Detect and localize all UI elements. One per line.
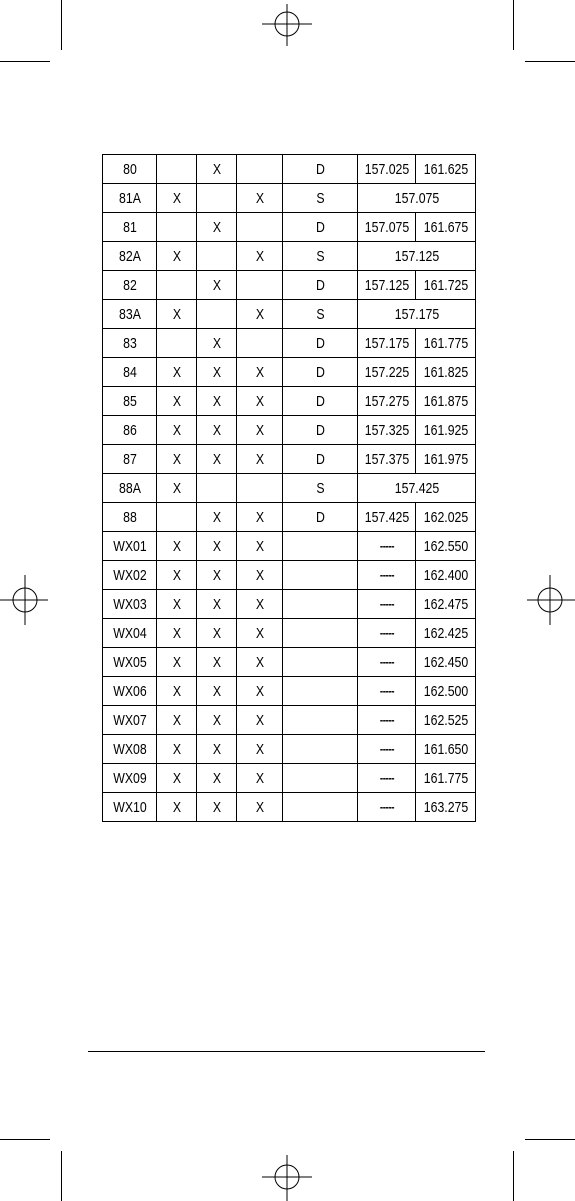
registration-mark-bottom [262,1151,312,1201]
cell-column-4: X [241,358,279,387]
cell-channel: WX09 [107,764,151,793]
cell-mode [289,706,351,735]
table-row [103,416,476,445]
cell-mode [289,648,351,677]
cell-column-3: X [200,735,233,764]
cell-mode: S [289,474,351,503]
cell-channel: 81 [107,213,151,242]
cell-column-3 [200,184,233,213]
crop-mark-bottom-right-vertical [513,1151,514,1201]
cell-frequency-2: 162.475 [421,590,470,619]
cell-column-2: X [160,764,193,793]
cell-channel: WX01 [107,532,151,561]
cell-column-3: X [200,793,233,822]
cell-mode: D [289,387,351,416]
table-row [103,213,476,242]
table-row [103,619,476,648]
cell-channel: WX08 [107,735,151,764]
cell-column-4 [241,271,279,300]
cell-column-3: X [200,445,233,474]
cell-frequency-2: 161.925 [421,416,470,445]
cell-channel: WX07 [107,706,151,735]
cell-frequency-1: 157.125 [368,242,465,271]
cell-frequency-2: 162.450 [421,648,470,677]
cell-frequency-1: 157.425 [363,503,411,532]
table-row [103,155,476,184]
cell-column-4: X [241,561,279,590]
table-row [103,735,476,764]
cell-frequency-2: 161.675 [421,213,470,242]
cell-mode: S [289,300,351,329]
table-row [103,648,476,677]
cell-mode: D [289,271,351,300]
table-row [103,387,476,416]
cell-channel: 81A [107,184,151,213]
cell-mode: D [289,445,351,474]
cell-column-4: X [241,706,279,735]
table-row [103,677,476,706]
cell-column-4: X [241,648,279,677]
cell-column-2: X [160,474,193,503]
cell-channel: 87 [107,445,151,474]
cell-frequency-1: 157.025 [363,155,411,184]
cell-column-4: X [241,619,279,648]
cell-column-4: X [241,532,279,561]
cell-column-2 [160,503,193,532]
cell-column-4: X [241,445,279,474]
cell-column-3: X [200,764,233,793]
crop-mark-top-right-vertical [513,0,514,50]
cell-channel: 80 [107,155,151,184]
table-row [103,532,476,561]
table-row [103,706,476,735]
cell-channel: 82A [107,242,151,271]
cell-column-4: X [241,503,279,532]
cell-column-3: X [200,358,233,387]
cell-column-3 [200,300,233,329]
cell-column-2: X [160,242,193,271]
cell-frequency-1: 157.075 [368,184,465,213]
cell-mode [289,764,351,793]
table-row [103,445,476,474]
cell-mode: D [289,358,351,387]
cell-column-4: X [241,387,279,416]
cell-column-2: X [160,619,193,648]
cell-frequency-2: 161.775 [421,764,470,793]
cell-column-2: X [160,735,193,764]
cell-frequency-1: 157.075 [363,213,411,242]
table-row [103,358,476,387]
cell-mode [289,590,351,619]
cell-column-2: X [160,706,193,735]
cell-channel: WX02 [107,561,151,590]
table-row [103,184,476,213]
channel-table [102,154,476,822]
cell-column-3: X [200,416,233,445]
crop-mark-top-right-horizontal [525,61,575,62]
cell-frequency-1: ----- [363,561,411,590]
cell-frequency-1: ----- [363,590,411,619]
registration-mark-top [262,0,312,50]
cell-frequency-1: ----- [363,619,411,648]
crop-mark-bottom-right-horizontal [525,1139,575,1140]
cell-column-3: X [200,155,233,184]
cell-column-3: X [200,271,233,300]
cell-mode [289,619,351,648]
crop-mark-top-left-horizontal [0,61,50,62]
cell-frequency-1: ----- [363,648,411,677]
cell-channel: 83 [107,329,151,358]
cell-column-4 [241,155,279,184]
cell-column-3: X [200,387,233,416]
cell-mode: D [289,155,351,184]
cell-frequency-1: 157.175 [368,300,465,329]
cell-channel: WX10 [107,793,151,822]
cell-column-2: X [160,184,193,213]
cell-column-4: X [241,300,279,329]
cell-column-2: X [160,561,193,590]
cell-column-3: X [200,329,233,358]
cell-channel: 88 [107,503,151,532]
cell-frequency-1: 157.425 [368,474,465,503]
cell-frequency-2: 161.825 [421,358,470,387]
cell-mode [289,561,351,590]
cell-column-2 [160,155,193,184]
cell-column-3: X [200,619,233,648]
cell-frequency-1: 157.125 [363,271,411,300]
cell-frequency-1: 157.175 [363,329,411,358]
cell-channel: WX04 [107,619,151,648]
cell-frequency-2: 162.400 [421,561,470,590]
cell-frequency-2: 161.775 [421,329,470,358]
cell-frequency-1: ----- [363,677,411,706]
cell-frequency-2: 162.550 [421,532,470,561]
cell-column-4 [241,213,279,242]
table-row [103,590,476,619]
cell-mode: D [289,329,351,358]
cell-column-2: X [160,648,193,677]
cell-mode: S [289,184,351,213]
cell-column-4: X [241,590,279,619]
cell-frequency-2: 162.525 [421,706,470,735]
cell-column-2 [160,329,193,358]
cell-channel: 85 [107,387,151,416]
cell-column-3: X [200,503,233,532]
cell-mode: S [289,242,351,271]
cell-column-4: X [241,764,279,793]
crop-mark-top-left-vertical [61,0,62,50]
cell-column-4: X [241,416,279,445]
table-row [103,793,476,822]
cell-column-3: X [200,706,233,735]
cell-column-2 [160,271,193,300]
cell-mode: D [289,503,351,532]
table-row [103,300,476,329]
cell-frequency-1: ----- [363,793,411,822]
cell-frequency-1: 157.225 [363,358,411,387]
cell-column-3 [200,242,233,271]
cell-column-4: X [241,793,279,822]
cell-mode: D [289,213,351,242]
cell-column-4: X [241,735,279,764]
cell-column-3: X [200,532,233,561]
cell-channel: WX03 [107,590,151,619]
cell-column-2: X [160,532,193,561]
cell-mode [289,735,351,764]
cell-mode [289,793,351,822]
cell-frequency-1: 157.275 [363,387,411,416]
cell-column-2: X [160,358,193,387]
cell-frequency-2: 161.975 [421,445,470,474]
cell-column-2: X [160,590,193,619]
registration-mark-right [525,575,575,625]
registration-mark-left [0,575,50,625]
cell-column-3: X [200,561,233,590]
crop-mark-bottom-left-horizontal [0,1139,50,1140]
cell-column-2: X [160,677,193,706]
cell-mode: D [289,416,351,445]
cell-column-3 [200,474,233,503]
cell-frequency-1: ----- [363,532,411,561]
channel-table-body [103,155,476,822]
cell-frequency-1: 157.325 [363,416,411,445]
table-row [103,271,476,300]
cell-mode [289,677,351,706]
cell-channel: WX05 [107,648,151,677]
table-row [103,329,476,358]
table-row [103,242,476,271]
crop-mark-bottom-left-vertical [61,1151,62,1201]
cell-frequency-1: ----- [363,764,411,793]
cell-frequency-2: 161.650 [421,735,470,764]
cell-channel: 84 [107,358,151,387]
cell-frequency-2: 161.625 [421,155,470,184]
cell-frequency-2: 163.275 [421,793,470,822]
table-row [103,764,476,793]
cell-channel: 83A [107,300,151,329]
table-row [103,561,476,590]
cell-column-2: X [160,300,193,329]
cell-column-2: X [160,445,193,474]
footer-rule [88,1051,485,1052]
cell-frequency-2: 162.025 [421,503,470,532]
table-row [103,474,476,503]
cell-frequency-2: 162.500 [421,677,470,706]
cell-frequency-1: 157.375 [363,445,411,474]
cell-column-3: X [200,677,233,706]
cell-mode [289,532,351,561]
cell-column-3: X [200,590,233,619]
table-row [103,503,476,532]
cell-frequency-2: 161.875 [421,387,470,416]
cell-column-4: X [241,184,279,213]
cell-channel: WX06 [107,677,151,706]
cell-channel: 88A [107,474,151,503]
cell-column-4: X [241,677,279,706]
cell-frequency-1: ----- [363,735,411,764]
cell-column-4 [241,329,279,358]
cell-column-2 [160,213,193,242]
cell-frequency-2: 161.725 [421,271,470,300]
cell-column-3: X [200,213,233,242]
cell-column-2: X [160,793,193,822]
cell-frequency-1: ----- [363,706,411,735]
cell-frequency-2: 162.425 [421,619,470,648]
cell-column-2: X [160,416,193,445]
cell-channel: 86 [107,416,151,445]
cell-channel: 82 [107,271,151,300]
cell-column-4 [241,474,279,503]
cell-column-3: X [200,648,233,677]
cell-column-4: X [241,242,279,271]
cell-column-2: X [160,387,193,416]
